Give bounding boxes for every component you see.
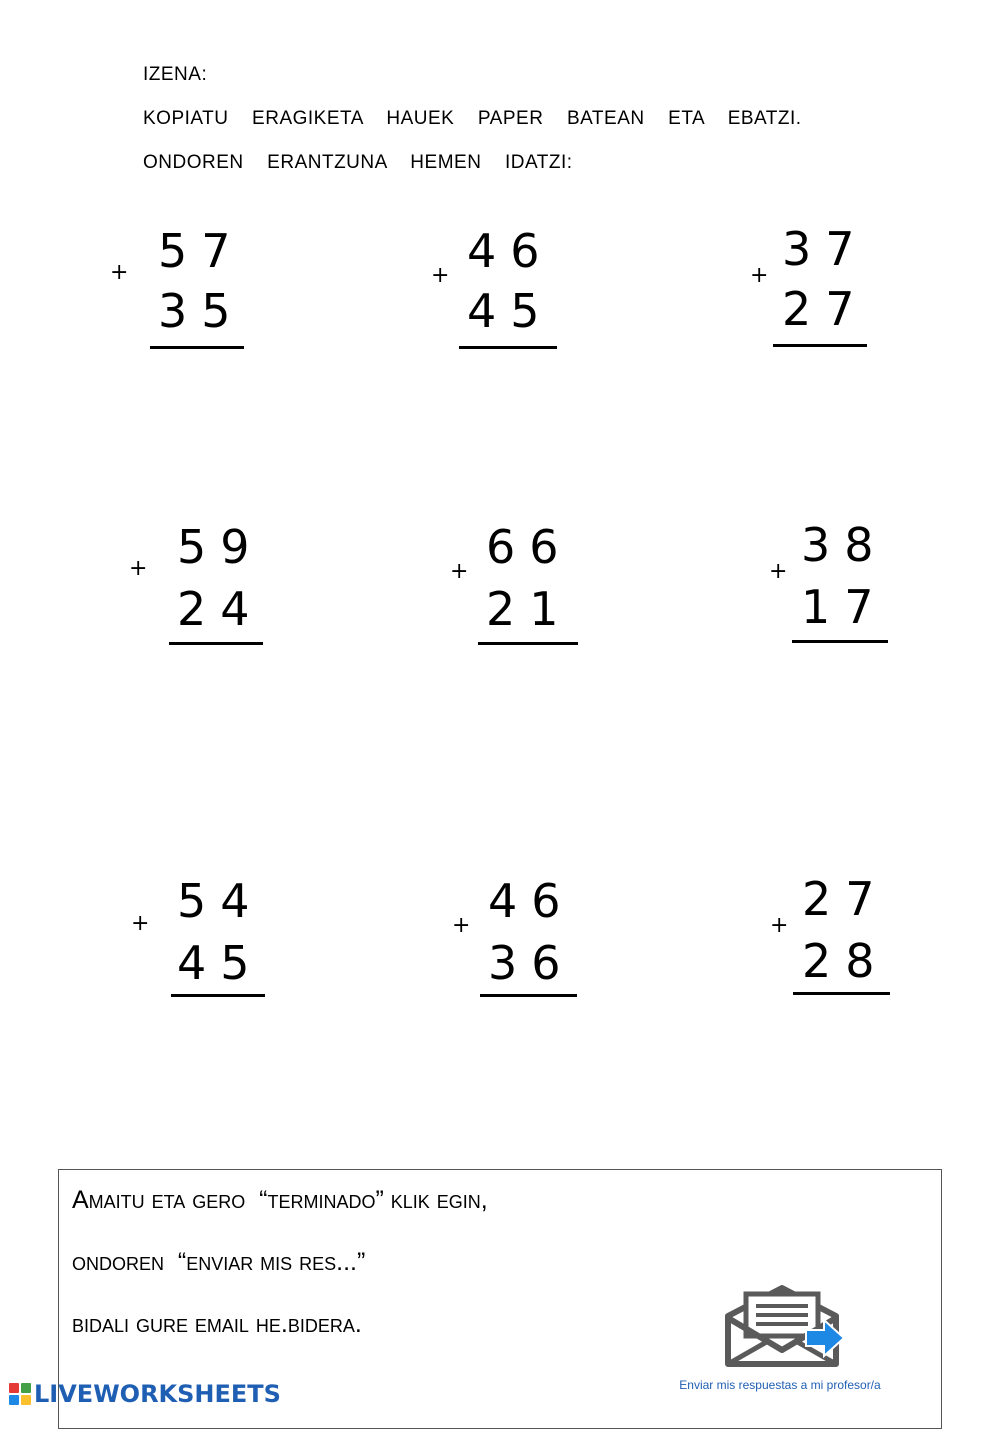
sum-line: [480, 994, 577, 997]
addend-top: 46: [467, 224, 554, 278]
envelope-send-icon: [720, 1284, 850, 1370]
plus-sign: +: [769, 559, 788, 584]
send-answers-button[interactable]: [660, 1284, 910, 1394]
addend-top: 46: [488, 874, 575, 928]
footer-instruction-3: bidali gure email he.bidera.: [72, 1310, 362, 1338]
addition-problem-1: [108, 220, 308, 370]
addend-bottom: 45: [467, 284, 554, 338]
sum-line: [792, 640, 888, 643]
addend-bottom: 17: [801, 580, 888, 634]
brand-name: LIVEWORKSHEETS: [34, 1380, 281, 1408]
footer-instruction-1: Amaitu eta gero “terminado” klik egin,: [72, 1186, 488, 1214]
addend-bottom: 35: [158, 284, 245, 338]
sum-line: [150, 346, 244, 349]
addend-top: 57: [158, 224, 245, 278]
addition-problem-4: [127, 516, 327, 666]
plus-sign: +: [431, 263, 450, 288]
addition-problem-2: [429, 220, 629, 370]
addend-top: 38: [801, 518, 888, 572]
sum-line: [773, 344, 867, 347]
sum-line: [478, 642, 578, 645]
liveworksheets-brand[interactable]: [8, 1380, 281, 1408]
addend-bottom: 21: [486, 582, 573, 636]
send-answers-caption: Enviar mis respuestas a mi profesor/a: [679, 1378, 881, 1392]
plus-sign: +: [452, 913, 471, 938]
addition-problem-3: [748, 220, 948, 370]
addition-problem-8: [450, 868, 650, 1018]
plus-sign: +: [110, 260, 129, 285]
addition-problem-5: [448, 516, 648, 666]
addition-problem-6: [767, 516, 967, 666]
addend-top: 66: [486, 520, 573, 574]
plus-sign: +: [129, 556, 148, 581]
addend-top: 37: [782, 222, 869, 276]
footer-instruction-2: ondoren “enviar mis res...”: [72, 1248, 366, 1276]
sum-line: [169, 642, 263, 645]
addend-bottom: 28: [802, 934, 889, 988]
addend-bottom: 27: [782, 282, 869, 336]
addend-bottom: 24: [177, 582, 264, 636]
instruction-answer: ONDOREN ERANTZUNA HEMEN IDATZI:: [143, 152, 573, 173]
plus-sign: +: [450, 559, 469, 584]
addition-problem-9: [768, 868, 968, 1018]
addend-top: 59: [177, 520, 264, 574]
liveworksheets-logo-icon: [8, 1382, 32, 1406]
addend-bottom: 45: [177, 936, 264, 990]
plus-sign: +: [750, 263, 769, 288]
addition-problem-7: [129, 868, 329, 1018]
name-label: IZENA:: [143, 64, 208, 85]
addend-top: 27: [802, 872, 889, 926]
plus-sign: +: [131, 911, 150, 936]
sum-line: [793, 992, 890, 995]
plus-sign: +: [770, 913, 789, 938]
addend-top: 54: [177, 874, 264, 928]
addend-bottom: 36: [488, 936, 575, 990]
sum-line: [459, 346, 557, 349]
instruction-copy: KOPIATU ERAGIKETA HAUEK PAPER BATEAN ETA EBATZI.: [143, 108, 802, 129]
sum-line: [171, 994, 265, 997]
